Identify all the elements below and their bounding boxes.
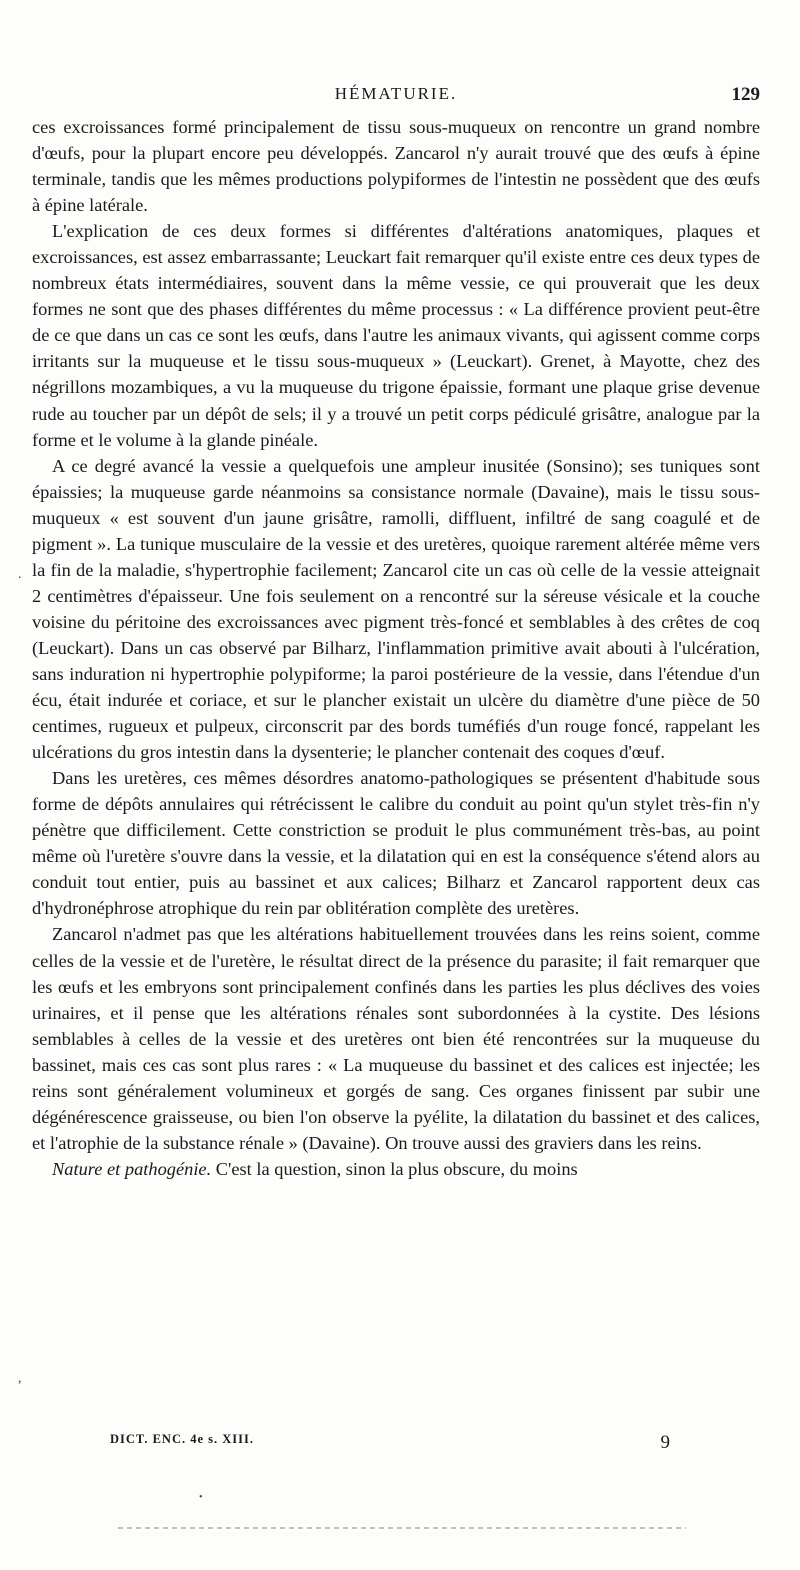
running-title: HÉMATURIE. <box>334 84 458 103</box>
paragraph-text: C'est la question, sinon la plus obscure, du moins <box>211 1158 578 1179</box>
paragraph: L'explication de ces deux formes si différentes d'altérations anatomiques, plaques et excroissances, est assez embarrassante; Leuckart fait remarquer qu'il existe entre ces deux types de nombreux états intermédiaires, souvent dans la même vessie, ce qui prouverait que les deux formes ne sont que des phases différentes du même processus : « La différence provient peut-être de ce que dans un cas ce sont les œufs, dans l'autre les animaux vivants, qui agissent comme corps irritants sur la muqueuse et le tissu sous-muqueux » (Leuckart). Grenet, à Mayotte, chez des négrillons mozambiques, a vu la muqueuse du trigone épaissie, formant une plaque grise devenue rude au toucher par un dépôt de sels; il y a trouvé un petit corps pédiculé grisâtre, analogue par la forme et le volume à la glande pinéale. <box>32 221 760 450</box>
paragraph: Dans les uretères, ces mêmes désordres anatomo-pathologiques se présentent d'habitude sous forme de dépôts annulaires qui rétrécissent le calibre du conduit au point qu'un stylet très-fin n'y pénètre que difficilement. Cette constriction se produit le plus communément très-bas, au point même où l'uretère s'ouvre dans la vessie, et la dilatation qui en est la conséquence s'étend alors au conduit tout entier, puis au bassinet et aux calices; Bilharz et Zancarol rapportent deux cas d'hydronéphrose atrophique du rein par oblitération complète des uretères. <box>32 768 760 919</box>
section-heading: Nature et pathogénie. <box>52 1158 212 1179</box>
marginal-mark: • <box>199 1492 203 1503</box>
printer-signature: DICT. ENC. 4e s. XIII. <box>110 1432 255 1446</box>
signature-number: 9 <box>660 1432 670 1453</box>
marginal-mark: , <box>18 1371 22 1386</box>
body-text <box>32 114 760 1182</box>
paragraph: A ce degré avancé la vessie a quelquefois une ampleur inusitée (Sonsino); ses tuniques sont épaissies; la muqueuse garde néanmoins sa consistance normale (Davaine), mais le tissu sous-muqueux « est souvent d'un jaune grisâtre, ramolli, diffluent, infiltré de sang coagulé et de pigment ». La tunique musculaire de la vessie et des uretères, quoique rarement altérée même vers la fin de la maladie, s'hypertrophie facilement; Zancarol cite un cas où celle de la vessie atteignait 2 centimètres d'épaisseur. Une fois seulement on a rencontré sur la séreuse vésicale et la couche voisine du péritoine des excroissances avec pigment très-foncé et semblables à des crêtes de coq (Leuckart). Dans un cas observé par Bilharz, l'inflammation primitive avait abouti à l'ulcération, sans induration ni hypertrophie polypiforme; la paroi postérieure de la vessie, dans l'étendue d'un écu, était indurée et coriace, et sur le plancher existait un ulcère du diamètre d'une pièce de 50 centimes, rugueux et pulpeux, circonscrit par des bords tuméfiés d'un rouge foncé, rappelant les ulcérations du gros intestin dans la dysenterie; le plancher contenait des coques d'œuf. <box>32 455 760 763</box>
page-footer <box>110 1432 670 1458</box>
paragraph: ces excroissances formé principalement de tissu sous-muqueux on rencontre un grand nombre d'œufs, pour la plupart encore peu développés. Zancarol n'y aurait trouvé que des œufs à épine terminale, tandis que les mêmes productions polypiformes de l'intestin ne possèdent que des œufs à épine latérale. <box>32 117 760 216</box>
page-header <box>32 84 760 112</box>
marginal-mark: . <box>18 567 22 582</box>
paragraph: Zancarol n'admet pas que les altérations habituellement trouvées dans les reins soient, comme celles de la vessie et de l'uretère, le résultat direct de la présence du parasite; il fait remarquer que les œufs et les embryons sont principalement confinés dans les parties les plus déclives des voies urinaires, et il pense que les altérations rénales sont subordonnées à la cystite. Des lésions semblables à celles de la vessie et des uretères ont bien été rencontrées sur la muqueuse du bassinet, mais ces cas sont plus rares : « La muqueuse du bassinet et des calices est injectée; les reins sont généralement volumineux et gorgés de sang. Ces organes finissent par subir une dégénérescence graisseuse, ou bien l'on observe la pyélite, la dilatation du bassinet et des calices, et l'atrophie de la substance rénale » (Davaine). On trouve aussi des graviers dans les reins. <box>32 924 760 1153</box>
page-number: 129 <box>731 84 760 105</box>
paragraph-last <box>32 1156 760 1182</box>
show-through-line <box>118 1527 686 1529</box>
